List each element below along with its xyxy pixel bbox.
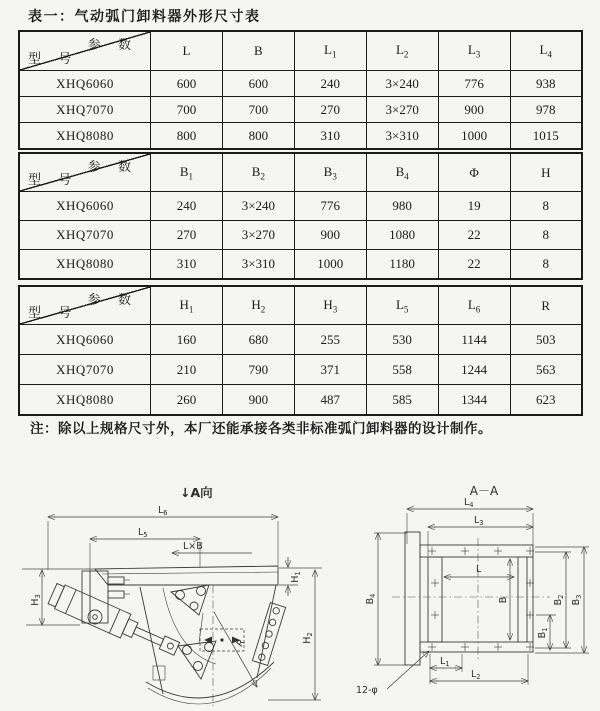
value-cell: 1180	[366, 250, 438, 280]
value-cell: 680	[222, 325, 294, 355]
value-cell: 600	[222, 71, 294, 97]
header-corner-cell	[19, 286, 151, 325]
dim-label-b2: $B_2$	[553, 594, 565, 606]
footnote: 注：除以上规格尺寸外，本厂还能承接各类非标准弧门卸料器的设计制作。	[30, 421, 492, 436]
model-cell: XHQ6060	[19, 192, 151, 221]
value-cell: 1344	[438, 385, 510, 416]
table-row	[19, 123, 582, 150]
value-cell: 270	[294, 97, 366, 123]
view-direction-label: ↓A向	[180, 485, 213, 500]
upper-link-plate	[171, 585, 209, 615]
value-cell: 585	[366, 385, 438, 416]
dim-label-lxb: L×B	[183, 541, 203, 552]
header-cell: $L_5$	[366, 286, 438, 325]
value-cell: 22	[438, 221, 510, 250]
header-cell: H	[510, 153, 582, 192]
value-cell: 790	[222, 355, 294, 385]
value-cell: 240	[151, 192, 223, 221]
corner-label-model: 型 号	[28, 305, 79, 320]
table-row	[19, 250, 582, 280]
section-title: A－A	[469, 484, 499, 498]
value-cell: 623	[510, 385, 582, 416]
value-cell: 255	[294, 325, 366, 355]
header-cell: L	[151, 31, 223, 71]
value-cell: 260	[151, 385, 223, 416]
value-cell: 600	[151, 71, 223, 97]
dim-label-l2: $L_2$	[471, 669, 481, 681]
value-cell: 270	[151, 221, 223, 250]
corner-label-parameter: 参 数	[87, 159, 138, 174]
header-cell: R	[510, 286, 582, 325]
dim-label-l6: $L_6$	[158, 505, 168, 517]
dim-label-b3: $B_3$	[571, 594, 583, 606]
value-cell: 8	[510, 221, 582, 250]
top-mounting-plate	[95, 566, 278, 585]
cylinder-bracket	[82, 571, 130, 624]
left-side-view	[22, 485, 322, 707]
header-cell: $B_1$	[151, 153, 223, 192]
value-cell: 3×310	[366, 123, 438, 150]
value-cell: 800	[151, 123, 223, 150]
dim-label-l4: $L_4$	[464, 497, 474, 509]
header-cell: $B_4$	[366, 153, 438, 192]
header-cell: $B_2$	[222, 153, 294, 192]
header-cell: B	[222, 31, 294, 71]
value-cell: 1080	[366, 221, 438, 250]
dim-label-r: R	[234, 637, 248, 650]
value-cell: 8	[510, 250, 582, 280]
table-row	[19, 325, 582, 355]
header-cell: $L_1$	[294, 31, 366, 71]
header-cell: $L_2$	[366, 31, 438, 71]
hole-callout-label: 12-φ	[356, 685, 378, 696]
table-row	[19, 192, 582, 221]
value-cell: 487	[294, 385, 366, 416]
section-a-a-view	[356, 484, 589, 696]
value-cell: 558	[366, 355, 438, 385]
dimensions-table-3	[18, 285, 583, 416]
value-cell: 1015	[510, 123, 582, 150]
value-cell: 1144	[438, 325, 510, 355]
table-row	[19, 355, 582, 385]
model-cell: XHQ7070	[19, 97, 151, 123]
value-cell: 3×310	[222, 250, 294, 280]
header-cell: $H_1$	[151, 286, 223, 325]
value-cell: 530	[366, 325, 438, 355]
value-cell: 938	[510, 71, 582, 97]
value-cell: 900	[438, 97, 510, 123]
model-cell: XHQ8080	[19, 385, 151, 416]
perforated-strip	[252, 603, 285, 666]
value-cell: 776	[294, 192, 366, 221]
table-row	[19, 71, 582, 97]
value-cell: 800	[222, 123, 294, 150]
header-cell: $H_2$	[222, 286, 294, 325]
corner-label-model: 型 号	[28, 172, 79, 187]
header-cell: $B_3$	[294, 153, 366, 192]
value-cell: 1000	[438, 123, 510, 150]
header-cell: $L_4$	[510, 31, 582, 71]
dimensions-table-2	[18, 152, 583, 280]
table-row	[19, 385, 582, 416]
header-corner-cell	[19, 153, 151, 192]
model-cell: XHQ8080	[19, 250, 151, 280]
table-row	[19, 221, 582, 250]
value-cell: 1244	[438, 355, 510, 385]
value-cell: 563	[510, 355, 582, 385]
value-cell: 978	[510, 97, 582, 123]
model-cell: XHQ6060	[19, 71, 151, 97]
corner-label-parameter: 参 数	[87, 37, 138, 52]
value-cell: 240	[294, 71, 366, 97]
dim-label-h2: $H_2$	[302, 632, 314, 644]
value-cell: 3×240	[366, 71, 438, 97]
value-cell: 160	[151, 325, 223, 355]
dim-label-b1: $B_1$	[537, 627, 549, 639]
value-cell: 3×270	[366, 97, 438, 123]
value-cell: 980	[366, 192, 438, 221]
page-title: 表一：气动弧门卸料器外形尺寸表	[28, 10, 261, 25]
value-cell: 3×240	[222, 192, 294, 221]
dim-label-l: L	[476, 564, 482, 575]
model-cell: XHQ8080	[19, 123, 151, 150]
header-cell: $L_3$	[438, 31, 510, 71]
header-cell: $H_3$	[294, 286, 366, 325]
value-cell: 1000	[294, 250, 366, 280]
value-cell: 700	[222, 97, 294, 123]
value-cell: 900	[222, 385, 294, 416]
header-cell: Φ	[438, 153, 510, 192]
value-cell: 310	[294, 123, 366, 150]
value-cell: 900	[294, 221, 366, 250]
lower-link-plate	[178, 641, 216, 679]
value-cell: 700	[151, 97, 223, 123]
dim-label-b: B	[498, 596, 509, 604]
dim-label-l5: $L_5$	[138, 527, 148, 539]
value-cell: 210	[151, 355, 223, 385]
header-corner-cell	[19, 31, 151, 71]
value-cell: 310	[151, 250, 223, 280]
technical-drawings	[0, 455, 600, 711]
dim-label-h3: $H_3$	[30, 594, 42, 606]
value-cell: 371	[294, 355, 366, 385]
flange-frame	[405, 532, 533, 665]
value-cell: 776	[438, 71, 510, 97]
corner-label-parameter: 参 数	[87, 292, 138, 307]
value-cell: 19	[438, 192, 510, 221]
header-cell: $L_6$	[438, 286, 510, 325]
table-row	[19, 97, 582, 123]
model-cell: XHQ7070	[19, 355, 151, 385]
hopper-and-arc-gate	[140, 585, 276, 704]
corner-label-model: 型 号	[28, 51, 79, 66]
model-cell: XHQ7070	[19, 221, 151, 250]
value-cell: 3×270	[222, 221, 294, 250]
dim-label-l1: $L_1$	[440, 656, 450, 668]
value-cell: 503	[510, 325, 582, 355]
dim-label-l3: $L_3$	[474, 515, 484, 527]
pneumatic-cylinder	[47, 582, 182, 661]
dimensions-table-1	[18, 30, 583, 150]
dim-label-b4: $B_4$	[365, 593, 377, 605]
value-cell: 8	[510, 192, 582, 221]
dim-label-h1: $H_1$	[290, 571, 302, 583]
model-cell: XHQ6060	[19, 325, 151, 355]
value-cell: 22	[438, 250, 510, 280]
